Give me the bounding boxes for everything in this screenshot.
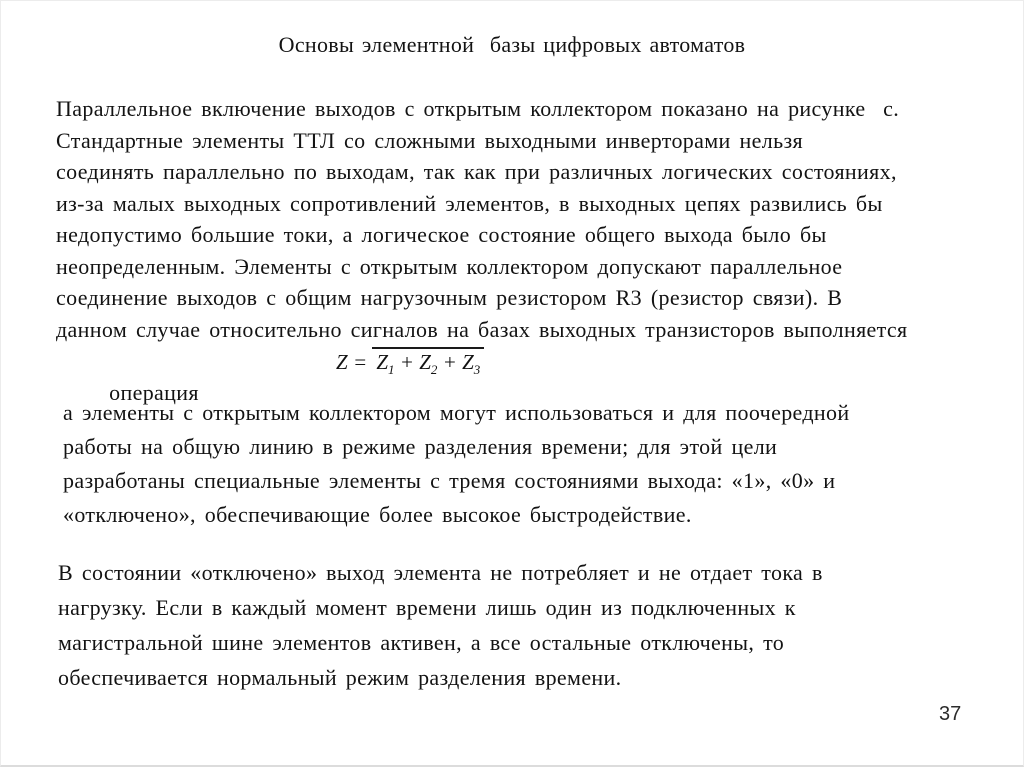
text-line: соединять параллельно по выходам, так как при различных логических состояниях, — [56, 159, 897, 184]
formula-line — [56, 345, 907, 405]
text-line: «отключено», обеспечивающие более высокое быстродействие. — [63, 502, 692, 527]
formula-subscript: 2 — [430, 362, 438, 378]
formula-term: Z — [419, 350, 431, 374]
text-line: В состоянии «отключено» выход элемента не потребляет и не отдает тока в — [58, 560, 823, 585]
text-line: недопустимо большие токи, а логическое состояние общего выхода было бы — [56, 222, 827, 247]
text-line: из-за малых выходных сопротивлений элементов, в выходных цепях развились бы — [56, 190, 883, 216]
formula-operator: + — [437, 350, 463, 374]
text-line: неопределенным. Элементы с открытым коллектором допускают параллельное — [56, 253, 843, 279]
paragraph-1 — [56, 93, 908, 405]
formula-term: Z — [462, 350, 474, 374]
text-line: Стандартные элементы ТТЛ со сложными выходными инверторами нельзя — [56, 127, 803, 153]
formula-term: Z — [376, 350, 389, 374]
formula-operator: + — [394, 350, 420, 374]
formula-lhs: Z — [336, 350, 348, 374]
text-line: разработаны специальные элементы с тремя состояниями выхода: «1», «0» и — [63, 468, 836, 493]
formula-subscript: 3 — [473, 362, 481, 378]
paragraph-2 — [63, 396, 850, 532]
text-line: а элементы с открытым коллектором могут использоваться и для поочередной — [63, 400, 850, 425]
text-line: операция — [109, 379, 199, 405]
slide-title: Основы элементной базы цифровых автоматов — [278, 32, 746, 57]
formula-overline-group — [372, 347, 484, 378]
text-line: обеспечивается нормальный режим разделения времени. — [58, 665, 622, 690]
formula — [336, 347, 484, 378]
formula-equals: = — [347, 350, 373, 374]
paragraph-3 — [58, 555, 823, 695]
text-line: магистральной шине элементов активен, а все остальные отключены, то — [58, 630, 785, 655]
text-line: работы на общую линию в режиме разделения времени; для этой цели — [63, 434, 778, 459]
text-line: нагрузку. Если в каждый момент времени лишь один из подключенных к — [58, 595, 796, 620]
text-line: соединение выходов с общим нагрузочным резистором R3 (резистор связи). В — [56, 285, 843, 310]
formula-subscript: 1 — [388, 362, 395, 378]
page-number: 37 — [939, 703, 962, 725]
text-line: Параллельное включение выходов с открытым коллектором показано на рисунке с. — [56, 96, 900, 121]
text-line: данном случае относительно сигналов на базах выходных транзисторов выполняется — [56, 316, 908, 342]
